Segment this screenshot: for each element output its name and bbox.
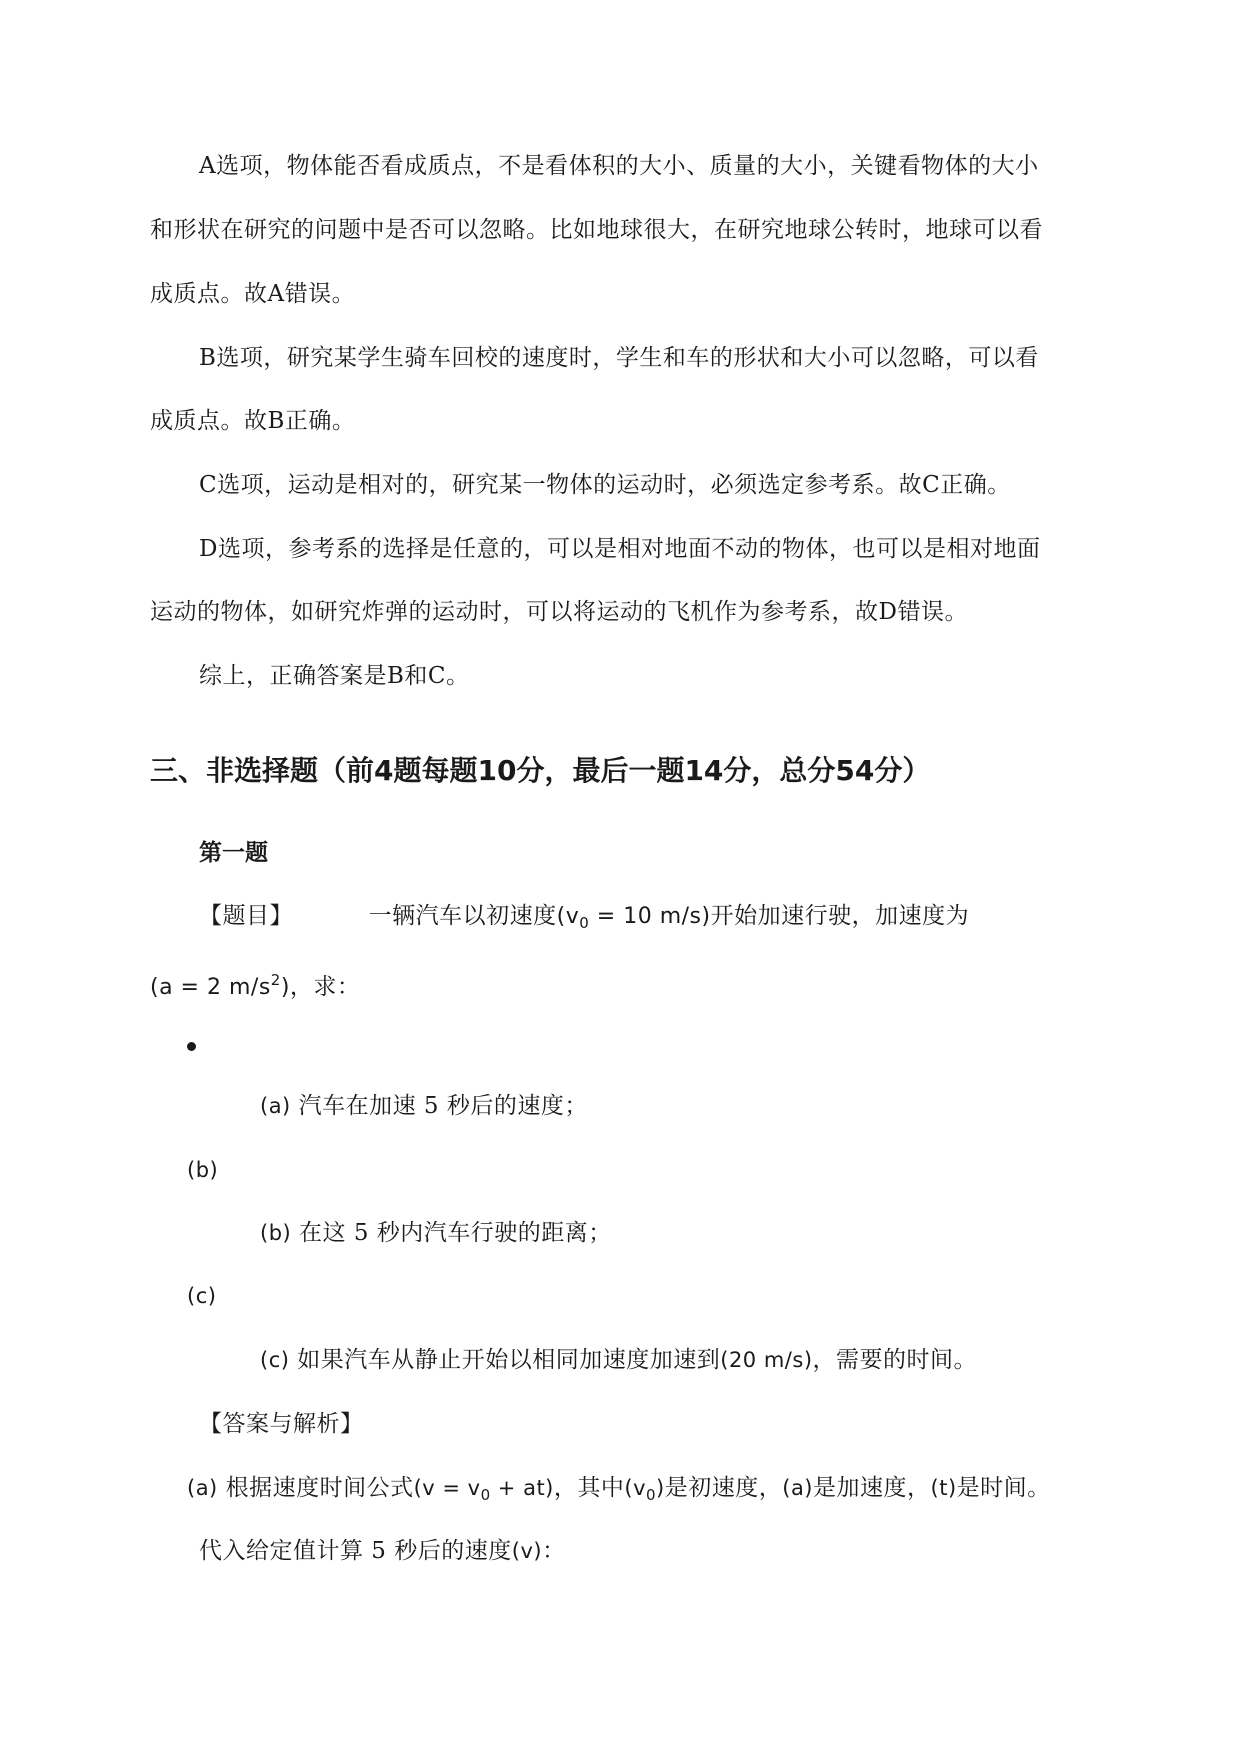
item-b xyxy=(260,1217,612,1249)
item-a-text: 汽车在加速 5 秒后的速度； xyxy=(298,1093,588,1119)
answer-a-label: (a) xyxy=(187,1476,218,1500)
t-symbol: (t) xyxy=(930,1476,957,1500)
acceleration-superscript: 2 xyxy=(270,971,281,989)
acceleration-value: (a = 2 m/s xyxy=(150,975,271,1000)
summary-line: 综上，正确答案是B和C。 xyxy=(199,663,470,689)
answer-a-text-2: ，其中 xyxy=(553,1475,625,1501)
calc-colon: ： xyxy=(542,1538,566,1564)
item-c-tail: ，需要的时间。 xyxy=(812,1347,978,1373)
answer-a-text-5: 是时间。 xyxy=(956,1475,1051,1501)
answer-a-text-1: 根据速度时间公式 xyxy=(225,1475,414,1501)
option-b-line-1: B选项，研究某学生骑车回校的速度时，学生和车的形状和大小可以忽略，可以看 xyxy=(199,345,1039,371)
velocity-formula xyxy=(413,1476,554,1504)
question-ask: ，求： xyxy=(289,974,361,1000)
answer-label: 【答案与解析】 xyxy=(199,1411,364,1437)
answer-a-line xyxy=(187,1472,1051,1511)
v0-value: = 10 m/s) xyxy=(589,904,711,929)
v0-variable: (v xyxy=(556,904,580,929)
option-b-line-2: 成质点。故B正确。 xyxy=(150,408,356,434)
v0-post: ) xyxy=(656,1476,665,1500)
question-text-post: 开始加速行驶，加速度为 xyxy=(710,903,970,929)
item-c-marker: (c) xyxy=(187,1284,217,1308)
item-c-math: (20 m/s) xyxy=(720,1348,813,1372)
option-c-line-1: C选项，运动是相对的，研究某一物体的运动时，必须选定参考系。故C正确。 xyxy=(199,472,1011,498)
option-a-line-2: 和形状在研究的问题中是否可以忽略。比如地球很大，在研究地球公转时，地球可以看 xyxy=(150,217,1043,243)
initial-velocity-formula xyxy=(556,904,711,932)
question-1-prompt-line-2 xyxy=(150,964,360,1004)
acceleration-close: ) xyxy=(280,975,290,1000)
acceleration-formula xyxy=(150,971,290,1000)
item-c-label: (c) xyxy=(260,1348,290,1372)
formula-post: + at) xyxy=(490,1476,554,1500)
option-a-line-3: 成质点。故A错误。 xyxy=(150,281,356,307)
calculation-line xyxy=(199,1535,566,1567)
answer-a-text-4: 是加速度， xyxy=(813,1475,931,1501)
item-b-text: 在这 5 秒内汽车行驶的距离； xyxy=(299,1220,612,1246)
v0-subscript: 0 xyxy=(579,914,590,932)
item-b-label: (b) xyxy=(260,1221,292,1245)
question-1-title: 第一题 xyxy=(199,840,268,866)
section-heading: 三、非选择题（前4题每题10分，最后一题14分，总分54分） xyxy=(150,754,931,787)
question-1-prompt-line-1 xyxy=(199,900,969,939)
bullet-dot-icon xyxy=(187,1042,196,1051)
option-a-line-1: A选项，物体能否看成质点，不是看体积的大小、质量的大小，关键看物体的大小 xyxy=(199,153,1039,179)
calc-v-symbol: (v) xyxy=(511,1539,543,1563)
answer-a-text-3: 是初速度， xyxy=(664,1475,783,1501)
option-d-line-2: 运动的物体，如研究炸弹的运动时，可以将运动的飞机作为参考系，故D错误。 xyxy=(150,599,968,625)
a-symbol: (a) xyxy=(782,1476,814,1500)
formula-subscript: 0 xyxy=(480,1486,491,1504)
v0-symbol xyxy=(624,1476,665,1504)
item-c xyxy=(260,1344,977,1376)
formula-pre: (v = v xyxy=(413,1476,481,1500)
v0-pre: (v xyxy=(624,1476,646,1500)
calc-text: 代入给定值计算 5 秒后的速度 xyxy=(199,1538,512,1564)
item-b-marker: (b) xyxy=(187,1158,219,1182)
question-label: 【题目】 xyxy=(199,903,293,929)
v0-sub: 0 xyxy=(646,1486,657,1504)
item-a xyxy=(260,1090,588,1122)
option-d-line-1: D选项，参考系的选择是任意的，可以是相对地面不动的物体，也可以是相对地面 xyxy=(199,536,1041,562)
question-text-pre: 一辆汽车以初速度 xyxy=(368,903,557,929)
item-a-label: (a) xyxy=(260,1094,291,1118)
item-c-text: 如果汽车从静止开始以相同加速度加速到 xyxy=(297,1347,721,1373)
